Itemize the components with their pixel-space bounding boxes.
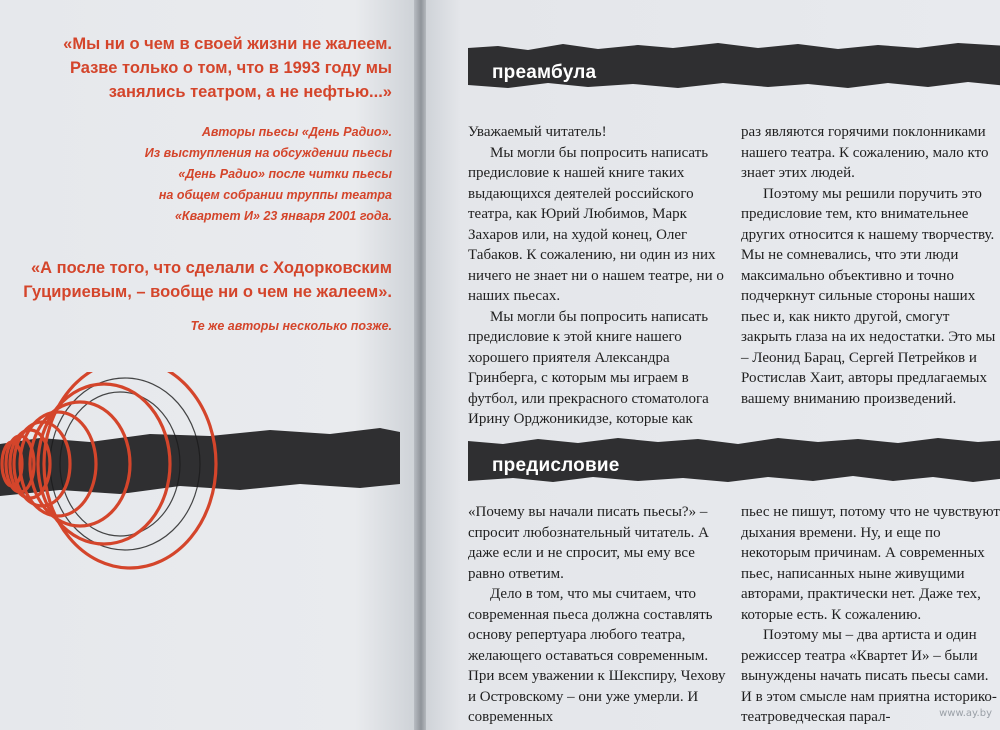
attribution-line: Авторы пьесы «День Радио». [201,125,392,139]
second-quote: «А после того, что сделали с Ходорковским Гуцириевым, – вообще ни о чем не жалеем». [23,259,392,301]
attribution-line: «День Радио» после читки пьесы [178,167,392,181]
preamble-column-2 [741,122,1000,409]
paragraph: Поэтому мы – два артиста и один режиссер театра «Квартет И» – были вынуждены начать писать пьесы сами. И в этом смысле нам приятна историко-театроведческая парал- [741,627,997,725]
paragraph: раз являются горячими поклонниками нашего театра. К сожалению, мало кто знает этих людей. [741,124,989,181]
paragraph: пьес не пишут, потому что не чувствуют дыхания времени. Ну, и еще по некоторым причинам. А современных пьес, написанных ныне живущими авторами, практически нет. Даже тех, которые есть. К сожалению. [741,504,1000,623]
second-attribution: Те же авторы несколько позже. [190,319,392,333]
attribution-line: на общем собрании труппы театра [158,188,392,202]
attribution-line: «Квартет И» 23 января 2001 года. [174,209,392,223]
opening-quote: «Мы ни о чем в своей жизни не жалеем. Разве только о том, что в 1993 году мы занялись театром, а не нефтью...» [63,35,392,101]
spiral-band-decoration [0,372,418,612]
paragraph: Поэтому мы решили поручить это предисловие тем, кто внимательнее других относится к нашему творчеству. Мы не сомневались, что эти люди максимально объективно и точно подчеркнут сильные стороны наших пьес и, как никто другой, смогут закрыть глаза на их недостатки. Это мы – Леонид Барац, Сергей Петрейков и Ростислав Хаит, авторы предлагаемых вашему вниманию произведений. [741,185,996,407]
attribution-line: Из выступления на обсуждении пьесы [144,146,392,160]
section-title-preamble: преамбула [492,62,597,83]
quote-attribution [32,122,392,227]
paragraph: Уважаемый читатель! [468,124,607,140]
preamble-column-1 [468,122,730,430]
paragraph: Мы могли бы попросить написать предисловие к нашей книге таких выдающихся деятелей российского театра, как Юрий Любимов, Марк Захаров или, на худой конец, Олег Табаков. К сожалению, ни один из них ничего не знает ни о нашем театре, ни о наших пьесах. [468,144,724,304]
left-page [0,0,418,730]
section-title-foreword: предисловие [492,455,620,476]
foreword-column-2 [741,502,1000,728]
watermark: www.ay.by [939,708,992,719]
foreword-column-1 [468,502,730,728]
paragraph: Дело в том, что мы считаем, что современная пьеса должна составлять основу репертуара любого театра, желающего оставаться современным. При всем уважении к Шекспиру, Чехову и Островскому – они уже умерли. И современных [468,586,726,725]
paragraph: «Почему вы начали писать пьесы?» – спросит любознательный читатель. А даже если и не спросит, мы ему все равно ответим. [468,504,709,582]
paragraph: Мы могли бы попросить написать предисловие к этой книге нашего хорошего приятеля Александра Гринберга, с которым мы играем в футбол, или прекрасного стоматолога Ирину Орджоникидзе, которые как [468,308,709,427]
